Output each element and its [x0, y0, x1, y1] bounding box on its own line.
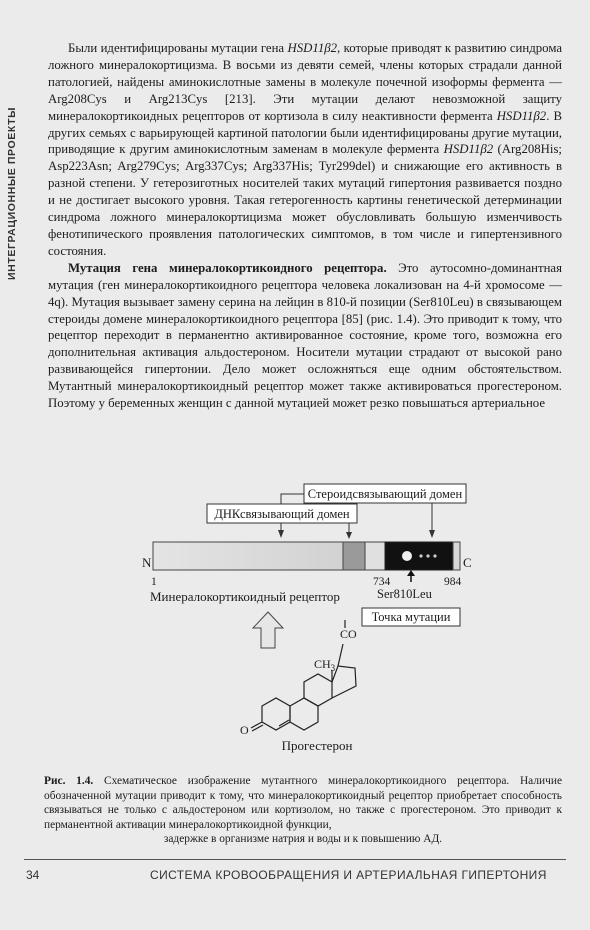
ch3-label: $CH_3$ — [314, 657, 336, 673]
side-header — [6, 40, 22, 280]
oxygen-label: O — [240, 723, 249, 737]
receptor-label: Минералокортикоидный рецептор — [150, 589, 340, 604]
mutation-dot — [402, 551, 412, 561]
figure-1-4 — [0, 470, 590, 760]
caption-label: Рис. 1.4. — [44, 775, 94, 787]
c-terminus-label: C — [463, 555, 472, 570]
para1-text-4: (Arg208His; Asp223Asn; Arg279Cys; Arg337Cys; Arg337His; Tyr299del) и снижающие его активность в разной степени. У гетерозиготных носителей таких мутаций гипертония развивается поздно и не достигает высокого уровня. Такая гетерогенность картины генетической детерминации синдрома ложного минералокортицизма может обусловливать большую изменчивость фенотипического проявления патологических симптомов, в том числе и гипертензивного состояния. — [48, 142, 562, 258]
dna-binding-domain — [343, 542, 365, 570]
side-header-text: ИНТЕГРАЦИОННЫЕ ПРОЕКТЫ — [6, 106, 18, 280]
receptor-diagram — [0, 470, 590, 760]
n-terminus-label: N — [142, 555, 152, 570]
co-label: CO — [340, 627, 357, 641]
figure-caption — [44, 774, 562, 847]
up-arrow-icon — [253, 612, 283, 648]
para1-text-1: Были идентифицированы мутации гена — [68, 41, 288, 55]
arrow-head — [407, 570, 415, 576]
dna-domain-label: ДНКсвязывающий домен — [214, 507, 350, 521]
running-title: СИСТЕМА КРОВООБРАЩЕНИЯ И АРТЕРИАЛЬНАЯ ГИПЕРТОНИЯ — [150, 868, 547, 882]
receptor-bar-hinge — [365, 542, 385, 570]
arrow-head — [429, 530, 435, 538]
para1-text-2: , которые приводят к развитию синдрома ложного минералокортицизма. В восьми из девяти семей, члены которых страдали данной патологией, найдены аминокислотные замены в молекуле почечной изоформы фермента — Arg208Cys и Arg213Cys [213]. Эти мутации делают невозможной защиту минералокортикоидных рецепторов от кортизола в силу неактивности фермента — [48, 41, 563, 123]
steroid-binding-domain — [385, 542, 453, 570]
gene-name: HSD11β2 — [443, 142, 494, 157]
caption-text: Схематическое изображение мутантного минералокортикоидного рецептора. Наличие обозначенной мутации приводит к тому, что минералокортикоидный рецептор приобретает способность связываться не только с альдостероном или кортизолом, но также с прогестероном. Это приводит к перманентной активации минералокортикоидной функции, — [44, 775, 563, 831]
position-start: 1 — [151, 576, 157, 588]
position-984: 984 — [444, 576, 462, 588]
steroid-domain-label: Стероидсвязывающий домен — [307, 487, 463, 501]
para1-text-3: . В других семьях с варьирующей картиной патологии были идентифицированы другие мутации, приводящие к другим аминокислотным заменам в молекуле фермента — [48, 108, 562, 157]
page-number: 34 — [26, 868, 40, 882]
mutation-dot — [433, 554, 436, 557]
mutation-point-label: Точка мутации — [371, 610, 451, 624]
paragraph-1 — [48, 40, 562, 260]
gene-name: HSD11β2 — [287, 41, 338, 55]
mutation-label: Ser810Leu — [377, 587, 432, 601]
section-heading: Мутация гена минералокортикоидного рецептора. — [68, 260, 387, 275]
body-text — [48, 40, 562, 412]
mutation-dot — [419, 554, 422, 557]
receptor-bar — [153, 542, 343, 570]
caption-last-line: задержке в организме натрия и воды и к повышению АД. — [163, 833, 443, 846]
position-734: 734 — [373, 576, 391, 588]
para2-text: Это аутосомно-доминантная мутация (ген минералокортикоидного рецептора человека локализован на 4-й хромосоме — 4q). Мутация вызывает замену серина на лейцин в 810-й позиции (Ser810Leu) в связывающем стероиды домене минералокортикоидного рецептора [85] (рис. 1.4). Это приводит к тому, что рецептор переходит в перманентно активированное состояние, кроме того, возможна его дополнительная активация альдостероном. Носители мутации страдают от высокой рано развивающейся гипертонии. Дело может осложняться еще одним обстоятельством. Мутантный минералокортикоидный рецептор может также активироваться прогестероном. Поэтому у беременных женщин с данной мутацией может резко повышаться артериальное — [48, 260, 562, 411]
footer-divider — [24, 859, 566, 860]
receptor-bar-tail — [453, 542, 460, 570]
paragraph-2 — [48, 260, 562, 412]
arrow-head — [346, 532, 352, 539]
progesterone-label: Прогестерон — [281, 738, 353, 753]
gene-name: HSD11β2 — [496, 108, 547, 123]
arrow-head — [278, 530, 284, 538]
mutation-dot — [426, 554, 429, 557]
